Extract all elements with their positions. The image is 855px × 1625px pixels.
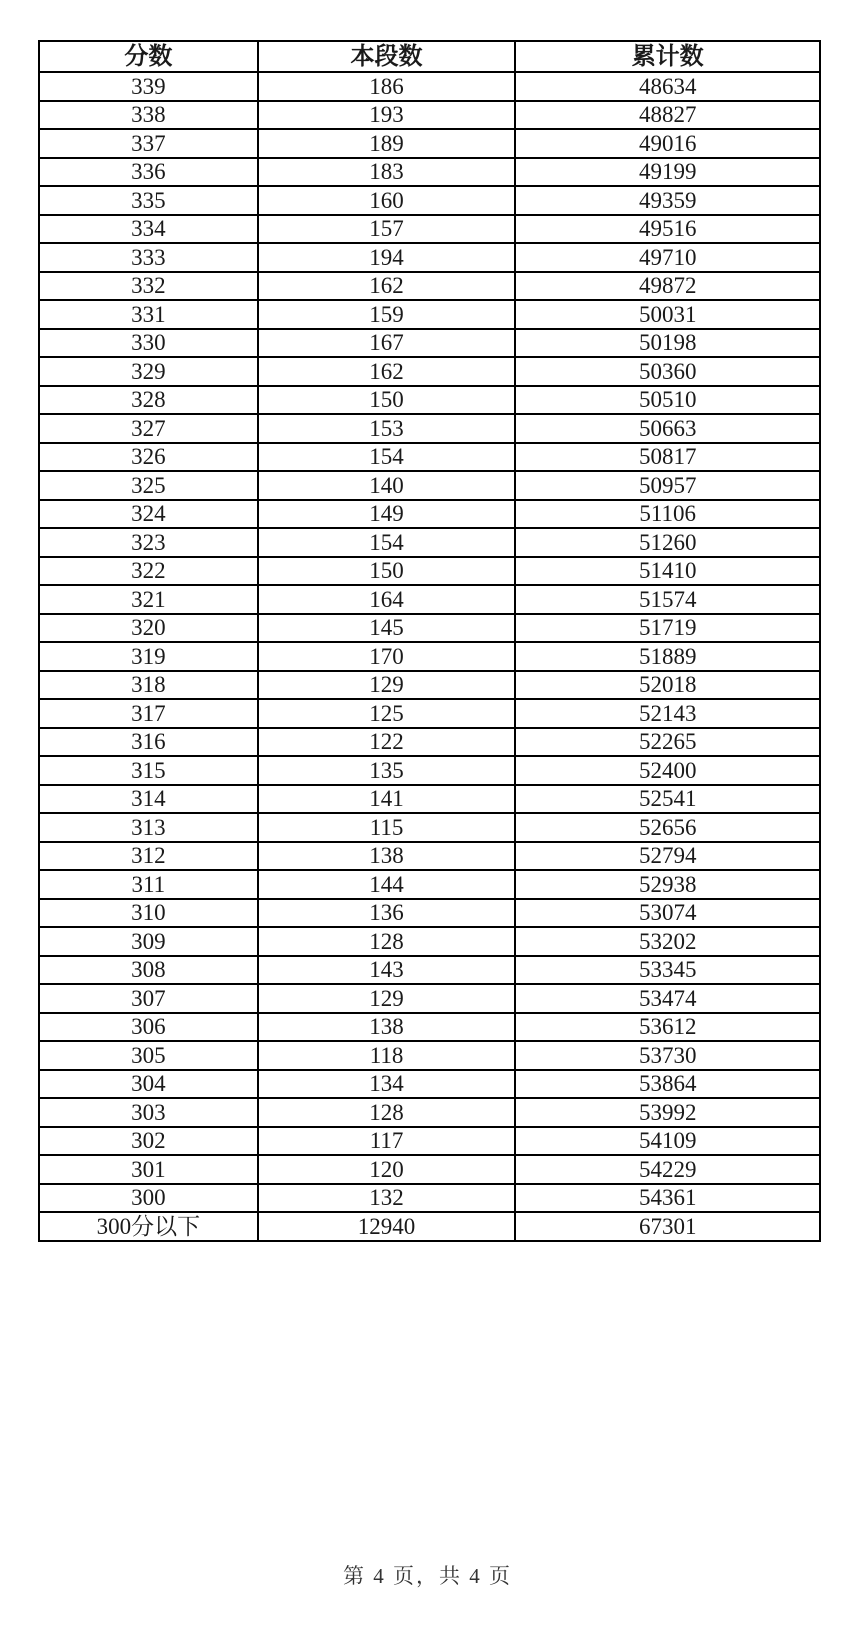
table-cell: 162 [258, 272, 516, 301]
table-cell: 53345 [515, 956, 820, 985]
column-header-score: 分数 [39, 41, 258, 72]
table-cell: 308 [39, 956, 258, 985]
table-cell: 312 [39, 842, 258, 871]
table-cell: 50360 [515, 357, 820, 386]
table-row [39, 300, 820, 329]
column-header-segment-count: 本段数 [258, 41, 516, 72]
table-cell: 52541 [515, 785, 820, 814]
table-cell: 52794 [515, 842, 820, 871]
table-row [39, 1184, 820, 1213]
table-row [39, 500, 820, 529]
table-cell: 157 [258, 215, 516, 244]
table-cell: 67301 [515, 1212, 820, 1241]
table-cell: 50031 [515, 300, 820, 329]
table-row [39, 129, 820, 158]
table-cell: 132 [258, 1184, 516, 1213]
table-cell: 320 [39, 614, 258, 643]
table-cell: 328 [39, 386, 258, 415]
table-row [39, 557, 820, 586]
table-cell: 149 [258, 500, 516, 529]
table-row [39, 158, 820, 187]
table-row [39, 414, 820, 443]
table-cell: 300分以下 [39, 1212, 258, 1241]
table-cell: 53612 [515, 1013, 820, 1042]
table-cell: 326 [39, 443, 258, 472]
table-cell: 164 [258, 585, 516, 614]
table-cell: 53074 [515, 899, 820, 928]
table-row [39, 1127, 820, 1156]
table-row [39, 785, 820, 814]
table-cell: 150 [258, 386, 516, 415]
table-cell: 129 [258, 671, 516, 700]
table-cell: 50198 [515, 329, 820, 358]
table-cell: 51574 [515, 585, 820, 614]
table-cell: 54109 [515, 1127, 820, 1156]
table-cell: 154 [258, 528, 516, 557]
table-cell: 52143 [515, 699, 820, 728]
table-cell: 51889 [515, 642, 820, 671]
table-cell: 48827 [515, 101, 820, 130]
table-cell: 302 [39, 1127, 258, 1156]
table-cell: 304 [39, 1070, 258, 1099]
table-cell: 167 [258, 329, 516, 358]
table-cell: 49016 [515, 129, 820, 158]
table-cell: 330 [39, 329, 258, 358]
table-row [39, 956, 820, 985]
table-cell: 50663 [515, 414, 820, 443]
table-row [39, 443, 820, 472]
table-cell: 52938 [515, 870, 820, 899]
table-cell: 53730 [515, 1041, 820, 1070]
table-cell: 129 [258, 984, 516, 1013]
table-cell: 301 [39, 1155, 258, 1184]
table-cell: 335 [39, 186, 258, 215]
table-cell: 118 [258, 1041, 516, 1070]
table-cell: 120 [258, 1155, 516, 1184]
table-cell: 50510 [515, 386, 820, 415]
table-cell: 115 [258, 813, 516, 842]
table-row [39, 728, 820, 757]
table-cell: 50817 [515, 443, 820, 472]
table-row [39, 528, 820, 557]
table-row [39, 842, 820, 871]
score-distribution-table [38, 40, 821, 1242]
table-row [39, 215, 820, 244]
table-row [39, 927, 820, 956]
table-row [39, 1212, 820, 1241]
table-cell: 160 [258, 186, 516, 215]
table-cell: 322 [39, 557, 258, 586]
table-cell: 338 [39, 101, 258, 130]
table-cell: 138 [258, 1013, 516, 1042]
table-row [39, 984, 820, 1013]
table-cell: 183 [258, 158, 516, 187]
table-row [39, 1098, 820, 1127]
page-number-footer: 第 4 页，共 4 页 [343, 1564, 512, 1588]
table-cell: 186 [258, 72, 516, 101]
table-row [39, 471, 820, 500]
table-row [39, 813, 820, 842]
table-cell: 313 [39, 813, 258, 842]
table-cell: 117 [258, 1127, 516, 1156]
table-cell: 153 [258, 414, 516, 443]
table-cell: 49872 [515, 272, 820, 301]
table-body [39, 72, 820, 1241]
table-row [39, 870, 820, 899]
table-header-row [39, 41, 820, 72]
table-cell: 323 [39, 528, 258, 557]
table-cell: 305 [39, 1041, 258, 1070]
table-cell: 189 [258, 129, 516, 158]
table-cell: 336 [39, 158, 258, 187]
table-cell: 52265 [515, 728, 820, 757]
table-cell: 49710 [515, 243, 820, 272]
table-cell: 52656 [515, 813, 820, 842]
table-cell: 12940 [258, 1212, 516, 1241]
table-cell: 303 [39, 1098, 258, 1127]
table-cell: 311 [39, 870, 258, 899]
table-cell: 53992 [515, 1098, 820, 1127]
table-cell: 51260 [515, 528, 820, 557]
table-cell: 300 [39, 1184, 258, 1213]
table-cell: 50957 [515, 471, 820, 500]
table-cell: 319 [39, 642, 258, 671]
table-cell: 53864 [515, 1070, 820, 1099]
table-row [39, 101, 820, 130]
table-cell: 317 [39, 699, 258, 728]
table-cell: 327 [39, 414, 258, 443]
table-cell: 49516 [515, 215, 820, 244]
table-row [39, 1155, 820, 1184]
table-cell: 314 [39, 785, 258, 814]
table-row [39, 671, 820, 700]
table-cell: 194 [258, 243, 516, 272]
table-row [39, 699, 820, 728]
table-cell: 53474 [515, 984, 820, 1013]
table-row [39, 756, 820, 785]
table-cell: 128 [258, 1098, 516, 1127]
table-cell: 331 [39, 300, 258, 329]
table-row [39, 1070, 820, 1099]
table-cell: 134 [258, 1070, 516, 1099]
table-cell: 49359 [515, 186, 820, 215]
table-cell: 144 [258, 870, 516, 899]
table-cell: 162 [258, 357, 516, 386]
table-row [39, 357, 820, 386]
table-row [39, 186, 820, 215]
table-row [39, 72, 820, 101]
table-cell: 321 [39, 585, 258, 614]
table-cell: 52400 [515, 756, 820, 785]
table-cell: 54229 [515, 1155, 820, 1184]
table-row [39, 1041, 820, 1070]
table-row [39, 243, 820, 272]
table-cell: 333 [39, 243, 258, 272]
table-cell: 150 [258, 557, 516, 586]
table-cell: 307 [39, 984, 258, 1013]
table-cell: 135 [258, 756, 516, 785]
table-cell: 318 [39, 671, 258, 700]
table-row [39, 329, 820, 358]
table-cell: 48634 [515, 72, 820, 101]
table-cell: 316 [39, 728, 258, 757]
table-row [39, 386, 820, 415]
table-row [39, 899, 820, 928]
table-cell: 49199 [515, 158, 820, 187]
table-cell: 154 [258, 443, 516, 472]
table-cell: 51410 [515, 557, 820, 586]
table-cell: 193 [258, 101, 516, 130]
table-cell: 141 [258, 785, 516, 814]
table-cell: 324 [39, 500, 258, 529]
table-row [39, 614, 820, 643]
column-header-cumulative-count: 累计数 [515, 41, 820, 72]
table-cell: 53202 [515, 927, 820, 956]
table-row [39, 272, 820, 301]
table-cell: 339 [39, 72, 258, 101]
table-cell: 143 [258, 956, 516, 985]
table-cell: 136 [258, 899, 516, 928]
table-cell: 337 [39, 129, 258, 158]
table-cell: 51106 [515, 500, 820, 529]
table-row [39, 642, 820, 671]
table-cell: 128 [258, 927, 516, 956]
table-cell: 52018 [515, 671, 820, 700]
table-cell: 325 [39, 471, 258, 500]
table-cell: 54361 [515, 1184, 820, 1213]
table-cell: 310 [39, 899, 258, 928]
table-cell: 122 [258, 728, 516, 757]
table-cell: 125 [258, 699, 516, 728]
table-cell: 306 [39, 1013, 258, 1042]
table-cell: 334 [39, 215, 258, 244]
table-cell: 51719 [515, 614, 820, 643]
table-cell: 145 [258, 614, 516, 643]
table-cell: 138 [258, 842, 516, 871]
table-cell: 159 [258, 300, 516, 329]
table-cell: 315 [39, 756, 258, 785]
table-cell: 332 [39, 272, 258, 301]
table-cell: 170 [258, 642, 516, 671]
table-cell: 329 [39, 357, 258, 386]
table-cell: 309 [39, 927, 258, 956]
table-row [39, 585, 820, 614]
table-row [39, 1013, 820, 1042]
table-cell: 140 [258, 471, 516, 500]
